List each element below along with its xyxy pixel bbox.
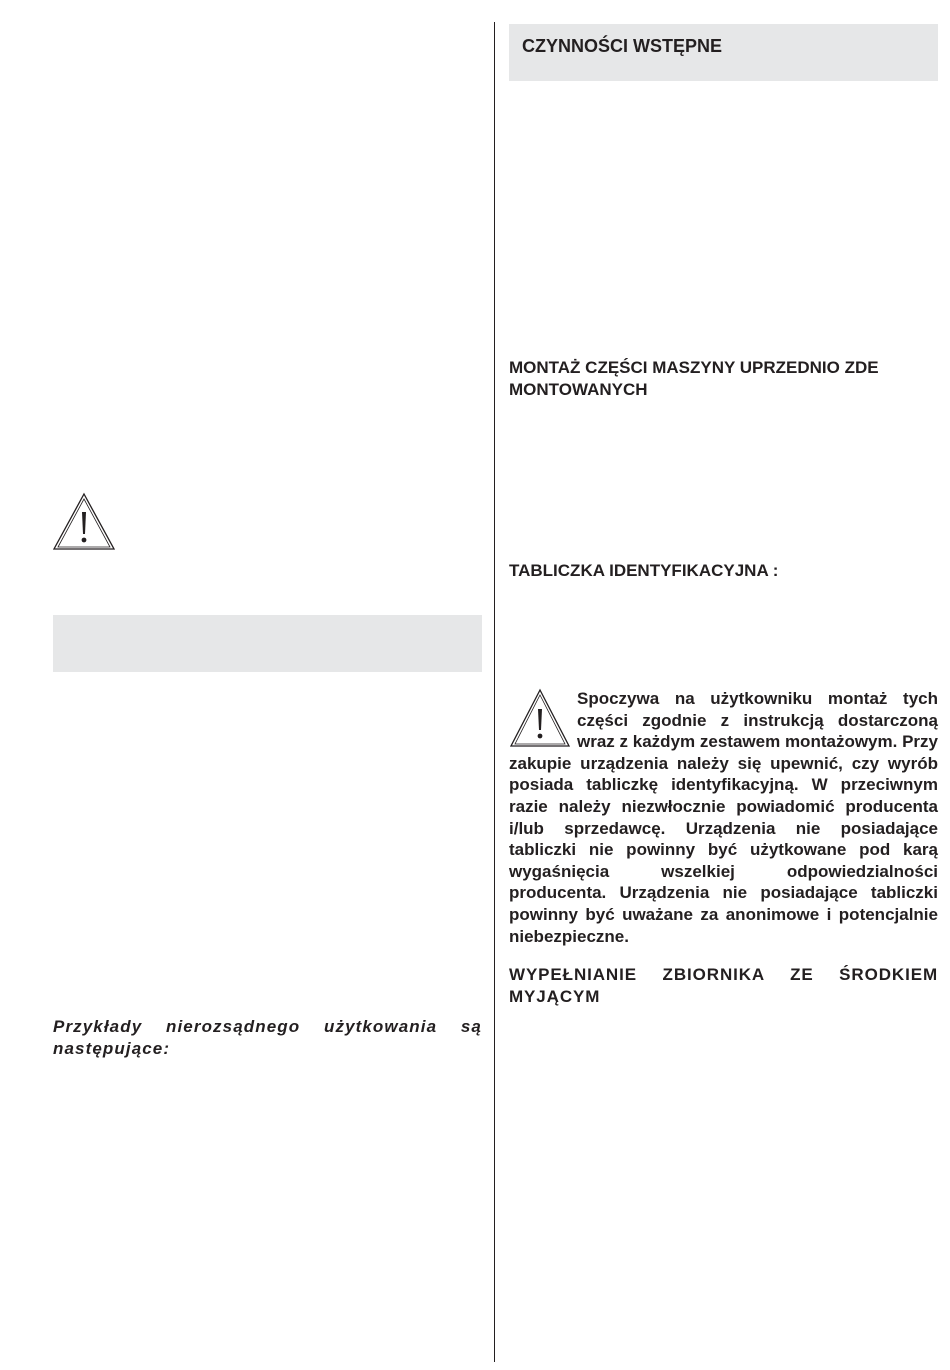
warning-triangle-icon: [52, 492, 116, 552]
column-divider: [494, 22, 495, 1362]
assembly-heading: MONTAŻ CZĘŚCI MASZYNY UPRZEDNIO ZDE MONTOWANYCH: [509, 358, 879, 399]
tank-heading: WYPEŁNIANIE ZBIORNIKA ZE ŚRODKIEM MYJĄCYM: [509, 965, 938, 1006]
misuse-heading-block: [53, 1016, 482, 1060]
tank-heading-block: [509, 964, 938, 1008]
warning-triangle-icon: [509, 688, 571, 748]
nameplate-heading: TABLICZKA IDENTYFIKACYJNA :: [509, 561, 779, 580]
assembly-heading-block: [509, 357, 938, 401]
nameplate-heading-block: [509, 560, 938, 582]
section-title: CZYNNOŚCI WSTĘPNE: [522, 36, 723, 56]
misuse-heading: Przykłady nierozsądnego użytkowania są następujące:: [53, 1017, 482, 1058]
section-header-box: [509, 24, 938, 81]
warning-notice: [509, 688, 938, 947]
section-header-box: [53, 615, 482, 672]
warning-paragraph: Spoczywa na użytkowniku montaż tych części zgodnie z instrukcją dostarczoną wraz z każdym zestawem montażowym. Przy zakupie urządzenia należy się upewnić, czy wyrób posiada tabliczkę identyfikacyjną. W przeciwnym razie należy niezwłocznie powiadomić producenta i/lub sprzedawcę. Urządzenia nie posiadające tabliczki nie powinny być użytkowane pod karą wygaśnięcia wszelkiej odpowiedzialności producenta. Urządzenia nie posiadające tabliczki powinny być uważane za anonimowe i potencjalnie niebezpieczne.: [509, 689, 938, 946]
